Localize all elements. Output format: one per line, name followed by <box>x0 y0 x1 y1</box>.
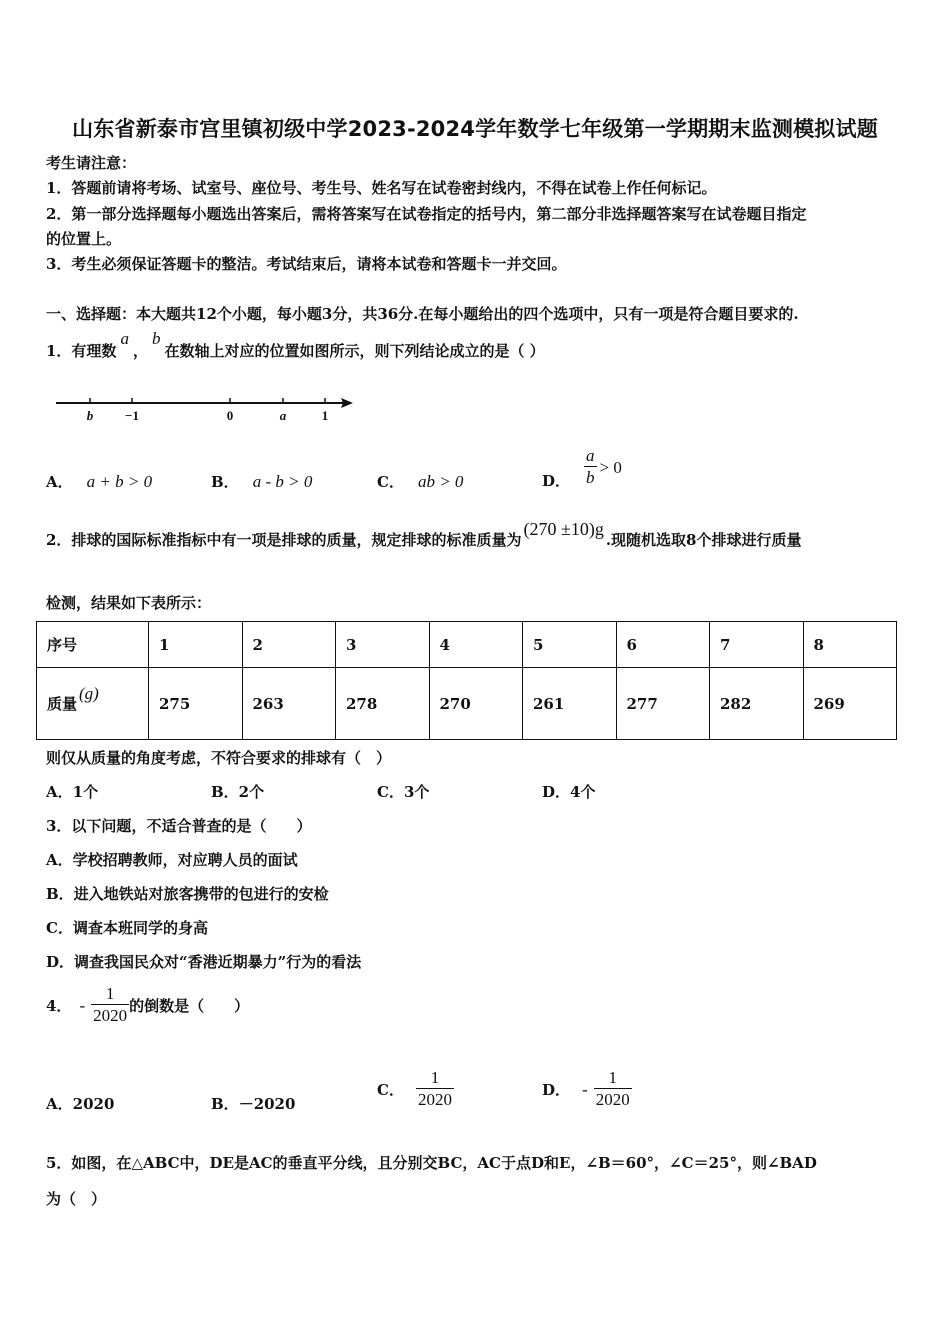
q3-option-b[interactable]: B．进入地铁站对旅客携带的包进行的安检 <box>46 885 329 903</box>
q1-option-a[interactable] <box>46 471 152 492</box>
q3-option-d[interactable]: D．调查我国民众对“香港近期暴力”行为的看法 <box>46 953 362 971</box>
q4-suffix: 的倒数是（ ） <box>129 997 250 1015</box>
section-heading: 一、选择题：本大题共12个小题，每小题3分，共36分.在每小题给出的四个选项中，只有一项是符合题目要求的. <box>46 305 799 323</box>
mass-unit: (g) <box>79 684 99 703</box>
option-label: A． <box>46 1095 73 1113</box>
option-label: C． <box>377 473 404 491</box>
label-one: 1 <box>321 408 329 423</box>
q4-option-a[interactable] <box>46 1093 114 1114</box>
q1-suffix: 在数轴上对应的位置如图所示，则下列结论成立的是（ ） <box>164 342 545 360</box>
q1-stem <box>46 329 545 361</box>
q2-option-b[interactable]: B．2个 <box>211 783 265 801</box>
q5-stem-line2: 为（ ） <box>46 1190 107 1208</box>
fraction-numerator: 1 <box>430 1068 440 1087</box>
q1-var-a: a <box>120 329 129 348</box>
table-cell: 8 <box>803 622 897 668</box>
fraction-numerator: 1 <box>105 984 115 1003</box>
q2-option-c[interactable]: C．3个 <box>377 783 430 801</box>
q2-stem <box>46 519 802 550</box>
label-zero: 0 <box>226 408 234 423</box>
q2-formula: (270 ±10)g <box>523 519 604 539</box>
q4-option-c[interactable] <box>377 1068 454 1111</box>
label-minus-one: −1 <box>125 408 139 423</box>
option-value: －2020 <box>238 1095 296 1113</box>
q1-comma: ， <box>132 342 148 360</box>
table-cell: 263 <box>242 668 336 740</box>
table-cell: 3 <box>336 622 430 668</box>
table-cell: 4 <box>429 622 523 668</box>
table-cell: 1 <box>149 622 243 668</box>
fraction-numerator: a <box>586 446 595 465</box>
q4-prefix: 4． <box>46 997 72 1015</box>
option-expr: a - b > 0 <box>252 472 313 491</box>
q1-option-d[interactable] <box>542 444 622 491</box>
notice-item-2: 2．第一部分选择题每小题选出答案后，需将答案写在试卷指定的括号内，第二部分非选择题答案写在试卷题目指定 <box>46 205 807 223</box>
fraction-denominator: 2020 <box>93 1006 128 1025</box>
option-fraction <box>584 446 597 489</box>
number-line <box>50 392 360 426</box>
page-title: 山东省新泰市宫里镇初级中学2023-2024学年数学七年级第一学期期末监测模拟试题 <box>72 117 878 141</box>
option-label: D． <box>542 472 571 490</box>
label-b: b <box>86 408 94 423</box>
table-cell: 2 <box>242 622 336 668</box>
option-label: B． <box>211 1095 239 1113</box>
q3-option-a[interactable]: A．学校招聘教师，对应聘人员的面试 <box>46 851 298 869</box>
table-cell: 277 <box>616 668 710 740</box>
table-header-cell <box>37 668 149 740</box>
option-label: B． <box>211 473 239 491</box>
option-fraction <box>416 1068 454 1111</box>
fraction-denominator: 2020 <box>417 1090 452 1109</box>
q1-prefix: 1．有理数 <box>46 342 117 360</box>
option-expr: a + b > 0 <box>86 472 153 491</box>
option-fraction <box>594 1068 632 1111</box>
notice-item-3: 3．考生必须保证答题卡的整洁。考试结束后，请将本试卷和答题卡一并交回。 <box>46 255 567 273</box>
table-cell: 6 <box>616 622 710 668</box>
q2-question: 则仅从质量的角度考虑，不符合要求的排球有（ ） <box>46 749 392 767</box>
option-expr: ab > 0 <box>417 472 464 491</box>
q1-option-c[interactable] <box>377 471 463 492</box>
table-header-cell: 序号 <box>37 622 149 668</box>
q2-option-a[interactable]: A．1个 <box>46 783 99 801</box>
notice-item-2-cont: 的位置上。 <box>46 230 122 248</box>
fraction-denominator: b <box>586 468 595 487</box>
notice-heading: 考生请注意： <box>46 154 137 172</box>
table-cell: 5 <box>523 622 617 668</box>
q3-stem: 3．以下问题，不适合普查的是（ ） <box>46 817 312 835</box>
label-a: a <box>279 408 287 423</box>
q2-suffix: .现随机选取8个排球进行质量 <box>605 531 802 549</box>
q1-var-b: b <box>151 329 161 348</box>
table-cell: 282 <box>710 668 804 740</box>
fraction-numerator: 1 <box>608 1068 617 1087</box>
table-cell: 275 <box>149 668 243 740</box>
q4-option-b[interactable] <box>211 1093 295 1114</box>
option-label: C． <box>377 1081 404 1099</box>
table-row <box>37 668 897 740</box>
table-cell: 269 <box>803 668 897 740</box>
option-expr: > 0 <box>599 457 622 477</box>
table-cell: 278 <box>336 668 430 740</box>
table-cell: 261 <box>523 668 617 740</box>
option-label: A． <box>46 473 73 491</box>
option-value: 2020 <box>72 1095 115 1113</box>
q2-stem-line2: 检测，结果如下表所示： <box>46 594 212 612</box>
table-row <box>37 622 897 668</box>
q4-stem <box>46 984 249 1027</box>
table-cell: 270 <box>429 668 523 740</box>
q5-stem: 5．如图，在△ABC中，DE是AC的垂直平分线，且分别交BC，AC于点D和E，∠B＝60°，∠C＝25°，则∠BAD <box>46 1154 817 1172</box>
q4-fraction <box>91 984 129 1027</box>
fraction-denominator: 2020 <box>595 1090 630 1109</box>
option-label: D． <box>542 1081 571 1099</box>
q2-prefix: 2．排球的国际标准指标中有一项是排球的质量，规定排球的标准质量为 <box>46 531 522 549</box>
option-minus: - <box>582 1079 588 1099</box>
q4-minus: - <box>79 995 86 1015</box>
q1-option-b[interactable] <box>211 471 312 492</box>
mass-table <box>36 621 897 740</box>
notice-item-1: 1．答题前请将考场、试室号、座位号、考生号、姓名写在试卷密封线内，不得在试卷上作任何标记。 <box>46 179 717 197</box>
q3-option-c[interactable]: C．调查本班同学的身高 <box>46 919 208 937</box>
q2-option-d[interactable]: D．4个 <box>542 783 596 801</box>
table-cell: 7 <box>710 622 804 668</box>
q4-option-d[interactable] <box>542 1068 632 1111</box>
mass-label: 质量 <box>47 695 78 713</box>
